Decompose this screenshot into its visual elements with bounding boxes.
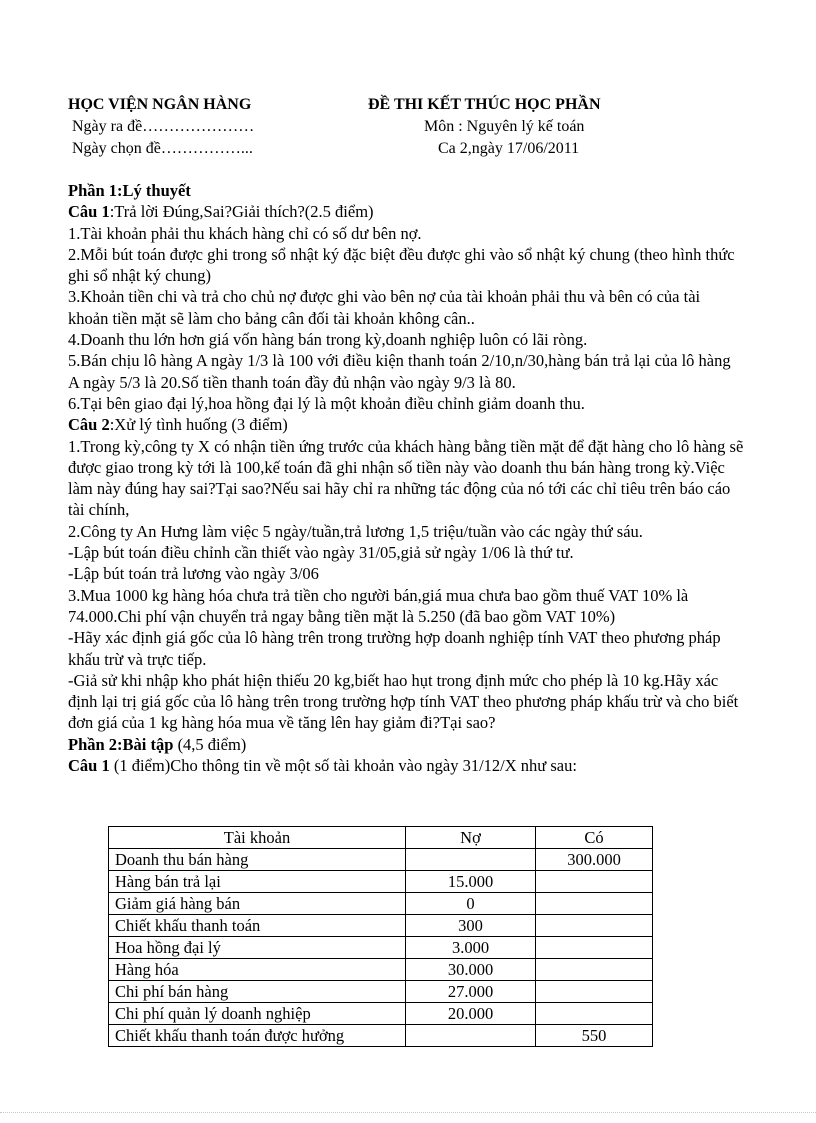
q1-item-6: 6.Tại bên giao đại lý,hoa hồng đại lý là một khoản điều chỉnh giảm doanh thu. — [68, 393, 585, 413]
debit-value: 0 — [406, 893, 536, 915]
subject: Môn : Nguyên lý kế toán — [424, 118, 585, 135]
part2-question1 — [68, 755, 744, 776]
account-name: Hàng hóa — [109, 959, 406, 981]
debit-value: 3.000 — [406, 937, 536, 959]
header-account: Tài khoản — [109, 827, 406, 849]
table-row — [109, 959, 653, 981]
q2-item-5: 3.Mua 1000 kg hàng hóa chưa trả tiền cho người bán,giá mua chưa bao gồm thuế VAT 10% là 74.000.Chi phí vận chuyển trả ngay bằng tiền mặt là 5.250 (đã bao gồm VAT 10%) — [68, 585, 689, 626]
debit-value: 15.000 — [406, 871, 536, 893]
issue-date: Ngày ra đề………………… — [72, 118, 255, 135]
q1-item-3: 3.Khoản tiền chi và trả cho chủ nợ được ghi vào bên nợ của tài khoản phải thu và bên có của tài khoản tiền mặt sẽ làm cho bảng cân đối tài khoản không cân.. — [68, 287, 701, 328]
credit-value — [536, 893, 653, 915]
account-name: Chiết khấu thanh toán được hưởng — [109, 1025, 406, 1047]
credit-value — [536, 981, 653, 1003]
exam-content — [68, 180, 744, 776]
credit-value — [536, 871, 653, 893]
table-row — [109, 981, 653, 1003]
account-name: Chiết khấu thanh toán — [109, 915, 406, 937]
header-debit: Nợ — [406, 827, 536, 849]
part2-title: Phần 2:Bài tập — [68, 734, 174, 754]
account-name: Giảm giá hàng bán — [109, 893, 406, 915]
debit-value: 27.000 — [406, 981, 536, 1003]
part2-q1-label: Câu 1 — [68, 756, 110, 776]
credit-value — [536, 937, 653, 959]
q2-item-4: -Lập bút toán trả lương vào ngày 3/06 — [68, 564, 319, 584]
page-bottom-divider — [0, 1112, 816, 1113]
part1-title: Phần 1:Lý thuyết — [68, 181, 191, 200]
debit-value: 300 — [406, 915, 536, 937]
part2-q1-text: (1 điểm)Cho thông tin về một số tài khoản vào ngày 31/12/X như sau: — [109, 756, 577, 776]
q2-title: :Xử lý tình huống (3 điểm) — [109, 415, 288, 435]
account-name: Chi phí quản lý doanh nghiệp — [109, 1003, 406, 1025]
account-name: Doanh thu bán hàng — [109, 849, 406, 871]
table-row — [109, 893, 653, 915]
table-row — [109, 937, 653, 959]
q1-item-4: 4.Doanh thu lớn hơn giá vốn hàng bán trong kỳ,doanh nghiệp luôn có lãi ròng. — [68, 330, 588, 350]
q1-item-1: 1.Tài khoản phải thu khách hàng chỉ có số dư bên nợ. — [68, 223, 422, 243]
q2-item-6: -Hãy xác định giá gốc của lô hàng trên trong trường hợp doanh nghiệp tính VAT theo phương pháp khấu trừ và trực tiếp. — [68, 628, 721, 669]
table-row — [109, 915, 653, 937]
q2-item-3: -Lập bút toán điều chỉnh cần thiết vào ngày 31/05,giả sử ngày 1/06 là thứ tư. — [68, 543, 574, 563]
credit-value: 550 — [536, 1025, 653, 1047]
debit-value — [406, 1025, 536, 1047]
part2-heading — [68, 734, 744, 755]
account-name: Hàng bán trả lại — [109, 871, 406, 893]
q2-item-2: 2.Công ty An Hưng làm việc 5 ngày/tuần,trả lương 1,5 triệu/tuần vào các ngày thứ sáu. — [68, 521, 643, 541]
debit-value — [406, 849, 536, 871]
q1-item-5: 5.Bán chịu lô hàng A ngày 1/3 là 100 với điều kiện thanh toán 2/10,n/30,hàng bán trả lại của lô hàng A ngày 5/3 là 20.Số tiền thanh toán đầy đủ nhận vào ngày 9/3 là 80. — [68, 351, 731, 392]
q1-label: Câu 1 — [68, 202, 110, 222]
debit-value: 20.000 — [406, 1003, 536, 1025]
credit-value — [536, 915, 653, 937]
table-row — [109, 1025, 653, 1047]
account-name: Chi phí bán hàng — [109, 981, 406, 1003]
table-row — [109, 1003, 653, 1025]
select-date: Ngày chọn đề……………... — [72, 140, 253, 157]
part1-question1-heading — [68, 201, 744, 222]
accounts-table — [108, 826, 653, 1047]
exam-title: ĐỀ THI KẾT THÚC HỌC PHẦN — [368, 96, 601, 113]
credit-value — [536, 959, 653, 981]
session-date: Ca 2,ngày 17/06/2011 — [438, 140, 580, 157]
q1-item-2: 2.Mỗi bút toán được ghi trong sổ nhật ký đặc biệt đều được ghi vào sổ nhật ký chung (theo hình thức ghi sổ nhật ký chung) — [68, 244, 735, 286]
exam-header — [68, 96, 708, 162]
q2-item-7: -Giả sử khi nhập kho phát hiện thiếu 20 kg,biết hao hụt trong định mức cho phép là 10 kg.Hãy xác định lại trị giá gốc của lô hàng trên trong trường hợp tính VAT theo phương pháp khấu trừ và cho biết đơn giá của 1 kg hàng hóa mua về tăng lên hay giảm đi?Tại sao? — [68, 670, 739, 733]
table-row — [109, 871, 653, 893]
q1-title: :Trả lời Đúng,Sai?Giải thích?(2.5 điểm) — [109, 202, 374, 222]
q2-label: Câu 2 — [68, 415, 110, 435]
institution-name: HỌC VIỆN NGÂN HÀNG — [68, 96, 252, 113]
table-row — [109, 849, 653, 871]
header-credit: Có — [536, 827, 653, 849]
debit-value: 30.000 — [406, 959, 536, 981]
q2-item-1: 1.Trong kỳ,công ty X có nhận tiền ứng trước của khách hàng bằng tiền mặt để đặt hàng cho lô hàng sẽ được giao trong kỳ tới là 100,kế toán đã ghi nhận số tiền này vào doanh thu bán hàng trong kỳ.Việc làm này đúng hay sai?Tại sao?Nếu sai hãy chỉ ra những tác động của nó tới các chỉ tiêu trên báo cáo tài chính, — [68, 436, 744, 520]
part2-title-suffix: (4,5 điểm) — [173, 734, 247, 754]
table-header-row — [109, 827, 653, 849]
part1-question2-heading — [68, 414, 744, 435]
account-name: Hoa hồng đại lý — [109, 937, 406, 959]
credit-value — [536, 1003, 653, 1025]
credit-value: 300.000 — [536, 849, 653, 871]
